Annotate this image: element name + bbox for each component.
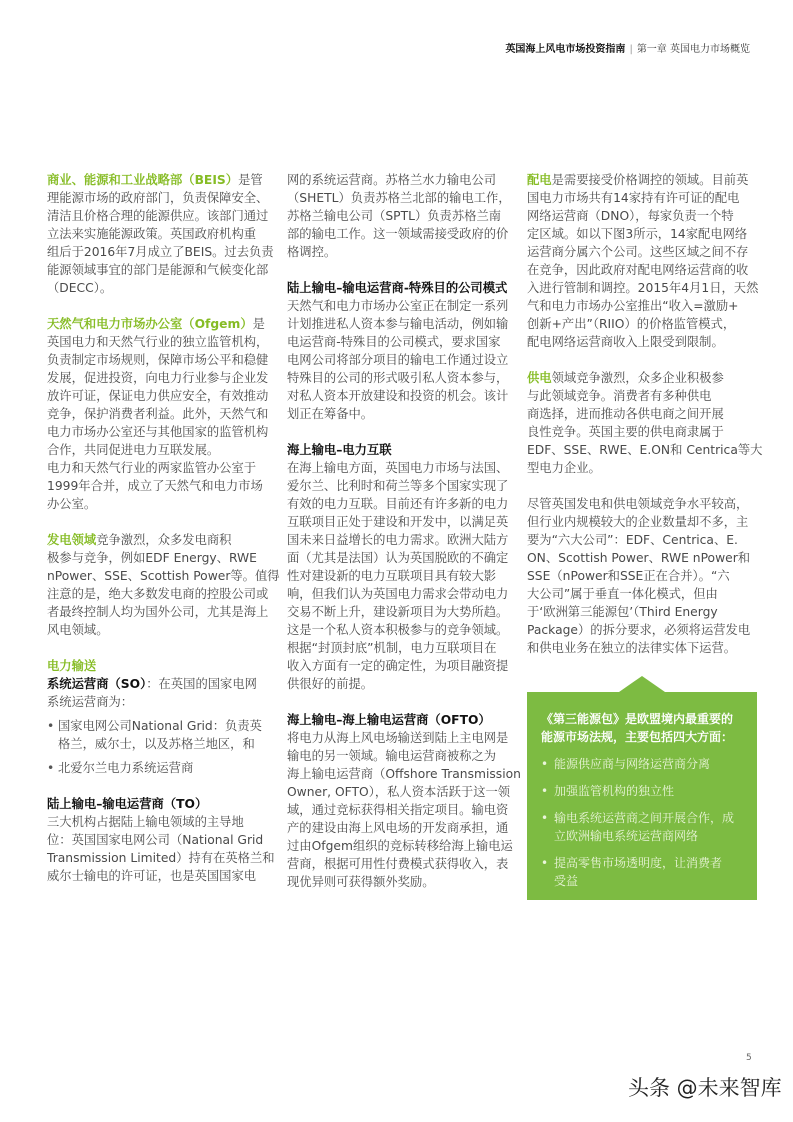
- callout-title: 《第三能源包》是欧盟境内最重要的 能源市场法规，主要包括四大方面：: [541, 712, 734, 744]
- text-line: [47, 867, 282, 885]
- line-text: 性对建设新的电力互联项目具有较大影: [287, 569, 497, 583]
- text-line: [527, 315, 762, 333]
- text-line: [527, 513, 762, 531]
- line-text: 三大机构占据陆上输电领域的主导地: [47, 815, 244, 829]
- text-line: [527, 405, 762, 423]
- line-text: 于‘欧洲第三能源包’（Third Energy: [527, 605, 718, 619]
- text-line: [47, 171, 282, 189]
- line-text: 爱尔兰、比利时和荷兰等多个国家实现了: [287, 479, 509, 493]
- line-text: 划正在筹备中。: [287, 407, 374, 421]
- text-line: [527, 495, 762, 513]
- line-text: 网的系统运营商。苏格兰水力输电公司: [287, 173, 497, 187]
- text-line: [287, 297, 522, 315]
- line-text: 国未来日益增长的电力需求。欧洲大陆方: [287, 533, 509, 547]
- page-number: 5: [746, 1053, 752, 1063]
- lead-term: 商业、能源和工业战略部（BEIS）: [47, 173, 239, 187]
- line-text: 办公室。: [47, 497, 97, 511]
- text-line: [47, 621, 282, 639]
- line-text: 格兰，威尔士，以及苏格兰地区，和: [58, 737, 255, 751]
- text-line: [287, 279, 522, 297]
- bullet-icon: •: [541, 811, 549, 825]
- line-text: 互联项目正处于建设和开发中，以满足英: [287, 515, 509, 529]
- line-text: 海上输电运营商（Offshore Transmission: [287, 767, 521, 781]
- watermark: 头条 @未来智库: [628, 1076, 782, 1100]
- line-text: EDF、SSE、RWE、E.ON和 Centrica等大: [527, 443, 763, 457]
- text-line: [287, 711, 522, 729]
- line-text: 者最终控制人均为国外公司，尤其是海上: [47, 605, 269, 619]
- text-line: [287, 567, 522, 585]
- text-line: [47, 315, 282, 333]
- line-text: 大公司”属于垂直一体化模式，但由: [527, 587, 718, 601]
- line-text: 要为“六大公司”：EDF、Centrica、E.: [527, 533, 738, 547]
- line-text: 这是一个私人资本积极参与的竞争领域。: [287, 623, 509, 637]
- text-line: [287, 603, 522, 621]
- text-line: [287, 819, 522, 837]
- line-text: 国电力市场共有14家持有许可证的配电: [527, 191, 740, 205]
- text-line: [527, 459, 762, 477]
- text-line: [527, 387, 762, 405]
- text-line: [527, 441, 762, 459]
- line-text: 运营商分属六个公司。这些区域之间不存: [527, 245, 749, 259]
- text-line: [287, 243, 522, 261]
- text-line: [47, 531, 282, 549]
- line-text: 注意的是，绝大多数发电商的控股公司或: [47, 587, 269, 601]
- line-text: 创新+产出”（RIIO）的价格监管模式，: [527, 317, 736, 331]
- line-text: ：在英国的国家电网: [146, 677, 257, 691]
- bullet-icon: •: [541, 757, 549, 771]
- text-line: [47, 279, 282, 297]
- line-text: 位：英国国家电网公司（National Grid: [47, 833, 264, 847]
- text-line: [527, 225, 762, 243]
- bullet-icon: •: [541, 856, 549, 870]
- text-line: [47, 477, 282, 495]
- section-heading: [47, 795, 282, 813]
- text-line: [287, 315, 522, 333]
- text-line: [287, 459, 522, 477]
- line-text: 商选择，进而推动各供电商之间开展: [527, 407, 724, 421]
- text-line: [287, 729, 522, 747]
- paragraph: [527, 171, 762, 351]
- line-text: 根据“封顶封底”机制，电力互联项目在: [287, 641, 497, 655]
- text-line: [47, 567, 282, 585]
- text-line: [47, 369, 282, 387]
- line-text: 放许可证，保证电力供应安全，有效推动: [47, 389, 269, 403]
- bullet-item: [47, 759, 282, 777]
- text-line: [287, 225, 522, 243]
- column-1: [47, 171, 282, 885]
- line-text: （SHETL）负责苏格兰北部的输电工作，: [287, 191, 511, 205]
- line-text: 过由Ofgem组织的竞标转移给海上输电运: [287, 839, 513, 853]
- line-text: 供很好的前提。: [287, 677, 374, 691]
- text-line: [287, 747, 522, 765]
- paragraph: [287, 459, 522, 693]
- callout-list-item: [541, 809, 751, 845]
- line-text: 输电系统运营商之间开展合作，成: [554, 811, 735, 825]
- text-line: [287, 495, 522, 513]
- line-text: 网络运营商（DNO），每家负责一个特: [527, 209, 734, 223]
- section-heading: [287, 279, 522, 297]
- line-text: 受益: [554, 874, 579, 888]
- text-line: [527, 603, 762, 621]
- line-text: 将电力从海上风电场输送到陆上主电网是: [287, 731, 509, 745]
- line-text: 与此领域竞争。消费者有多种供电: [527, 389, 712, 403]
- line-text: 入进行管制和调控。2015年4月1日，天然: [527, 281, 759, 295]
- bullet-item: [47, 717, 282, 753]
- line-text: 极参与竞争，例如EDF Energy、RWE: [47, 551, 257, 565]
- text-line: [47, 423, 282, 441]
- line-text: 海上输电–海上输电运营商（OFTO）: [287, 713, 491, 727]
- line-text: 定区域。如以下图3所示，14家配电网络: [527, 227, 748, 241]
- text-line: [58, 717, 282, 735]
- running-header: [505, 40, 750, 55]
- line-text: 在海上输电方面，英国电力市场与法国、: [287, 461, 509, 475]
- section-heading: [47, 657, 282, 675]
- text-line: [287, 621, 522, 639]
- text-line: [287, 405, 522, 423]
- paragraph: [287, 171, 522, 261]
- text-line: [287, 387, 522, 405]
- lead-term: 供电: [527, 371, 552, 385]
- line-text: 英国电力和天然气行业的独立监管机构，: [47, 335, 269, 349]
- third-energy-package-callout: [527, 672, 757, 900]
- line-text: 能源供应商与网络运营商分离: [554, 757, 711, 771]
- line-text: 是需要接受价格调控的领域。目前英: [551, 173, 749, 187]
- paragraph: [287, 297, 522, 423]
- line-text: 竞争激烈，众多发电商积: [96, 533, 232, 547]
- text-line: [527, 369, 762, 387]
- line-text: 良性竞争。英国主要的供电商隶属于: [527, 425, 724, 439]
- line-text: 产的建设由海上风电场的开发商承担，通: [287, 821, 509, 835]
- line-text: nPower、SSE、Scottish Power等。值得: [47, 569, 280, 583]
- text-line: [527, 243, 762, 261]
- line-text: Owner, OFTO），私人资本活跃于这一领: [287, 785, 511, 799]
- text-line: [287, 477, 522, 495]
- text-line: [527, 549, 762, 567]
- text-line: [47, 849, 282, 867]
- text-line: [527, 333, 762, 351]
- line-text: 合作，共同促进电力互联发展。: [47, 443, 220, 457]
- line-text: 竞争，保护消费者利益。此外，天然气和: [47, 407, 269, 421]
- text-line: [47, 795, 282, 813]
- line-text: 威尔士输电的许可证，也是英国国家电: [47, 869, 257, 883]
- line-text: 立法来实施能源政策。英国政府机构重: [47, 227, 257, 241]
- line-text: 电网公司将部分项目的输电工作通过设立: [287, 353, 509, 367]
- line-text: 计划推进私人资本参与输电活动，例如输: [287, 317, 509, 331]
- line-text: 格调控。: [287, 245, 337, 259]
- line-text: 系统运营商为：: [47, 695, 134, 709]
- lead-term: 天然气和电力市场办公室（Ofgem）: [47, 317, 253, 331]
- text-line: [287, 765, 522, 783]
- text-line: [527, 621, 762, 639]
- text-line: [287, 513, 522, 531]
- text-line: [47, 351, 282, 369]
- line-text: 交易不断上升，建设新项目为大势所趋。: [287, 605, 509, 619]
- paragraph: [47, 171, 282, 297]
- line-text: 发展，促进投资，向电力行业参与企业发: [47, 371, 269, 385]
- line-text: 理能源市场的政府部门，负责保障安全、: [47, 191, 269, 205]
- text-line: [58, 735, 282, 753]
- line-text: 苏格兰输电公司（SPTL）负责苏格兰南: [287, 209, 502, 223]
- text-line: [527, 171, 762, 189]
- bullet-icon: •: [47, 719, 55, 733]
- lead-term: 系统运营商（SO）: [47, 677, 147, 691]
- paragraph: [287, 729, 522, 891]
- line-text: 对私人资本开放建设和投资的机会。该计: [287, 389, 509, 403]
- text-line: [47, 207, 282, 225]
- chapter-title: 第一章 英国电力市场概览: [636, 44, 750, 55]
- line-text: 响，但我们认为英国电力需求会带动电力: [287, 587, 509, 601]
- line-text: 是管: [238, 173, 263, 187]
- line-text: 国家电网公司National Grid：负责英: [58, 719, 262, 733]
- text-line: [47, 657, 282, 675]
- line-text: 面（尤其是法国）认为英国脱欧的不确定: [287, 551, 509, 565]
- text-line: [47, 189, 282, 207]
- line-text: 风电领域。: [47, 623, 109, 637]
- text-line: [527, 207, 762, 225]
- paragraph: [47, 315, 282, 459]
- text-line: [47, 693, 282, 711]
- header-separator: |: [629, 44, 633, 55]
- line-text: 配电网络运营商收入上限受到限制。: [527, 335, 724, 349]
- bullet-icon: •: [541, 784, 549, 798]
- text-line: [287, 171, 522, 189]
- line-text: 负责制定市场规则，保障市场公平和稳健: [47, 353, 269, 367]
- text-line: [47, 813, 282, 831]
- text-line: [287, 189, 522, 207]
- text-line: [527, 531, 762, 549]
- text-line: [58, 759, 282, 777]
- text-line: [287, 657, 522, 675]
- line-text: 立欧洲输电系统运营商网络: [554, 829, 699, 843]
- line-text: 北爱尔兰电力系统运营商: [58, 761, 194, 775]
- text-line: [287, 333, 522, 351]
- line-text: 1999年合并，成立了天然气和电力市场: [47, 479, 263, 493]
- text-line: [47, 495, 282, 513]
- text-line: [527, 297, 762, 315]
- paragraph: [527, 369, 762, 477]
- callout-list-item: [541, 854, 751, 890]
- bullet-icon: •: [47, 761, 55, 775]
- line-text: 在竞争，因此政府对配电网络运营商的收: [527, 263, 749, 277]
- line-text: 部的输电工作。这一领域需接受政府的价: [287, 227, 509, 241]
- line-text: 和供电业务在独立的法律实体下运营。: [527, 641, 737, 655]
- line-text: 电力市场办公室还与其他国家的监管机构: [47, 425, 269, 439]
- text-line: [287, 531, 522, 549]
- text-line: [527, 423, 762, 441]
- line-text: 域，通过竞标获得相关指定项目。输电资: [287, 803, 509, 817]
- text-line: [47, 549, 282, 567]
- line-text: （DECC）。: [47, 281, 113, 295]
- text-line: [47, 225, 282, 243]
- text-line: [47, 405, 282, 423]
- text-line: [47, 585, 282, 603]
- text-line: [47, 675, 282, 693]
- column-3: [527, 171, 762, 657]
- line-text: ON、Scottish Power、RWE nPower和: [527, 551, 751, 565]
- text-line: [47, 261, 282, 279]
- callout-list-item: [541, 782, 751, 800]
- line-text: Package）的拆分要求，必须将运营发电: [527, 623, 751, 637]
- line-text: 现优异则可获得额外奖励。: [287, 875, 435, 889]
- text-line: [287, 585, 522, 603]
- text-line: [527, 585, 762, 603]
- text-line: [287, 369, 522, 387]
- text-line: [527, 261, 762, 279]
- line-text: 清洁且价格合理的能源供应。该部门通过: [47, 209, 269, 223]
- line-text: 是: [252, 317, 265, 331]
- line-text: 天然气和电力市场办公室正在制定一系列: [287, 299, 509, 313]
- line-text: 陆上输电–输电运营商（TO）: [47, 797, 208, 811]
- callout-list-item: [541, 755, 751, 773]
- text-line: [287, 351, 522, 369]
- book-title: 英国海上风电市场投资指南: [505, 44, 626, 55]
- line-text: 电力和天然气行业的两家监管办公室于: [47, 461, 257, 475]
- paragraph: [47, 675, 282, 711]
- line-text: 但行业内规模较大的企业数量却不多，主: [527, 515, 749, 529]
- line-text: 营商，根据可用性付费模式获得收入，表: [287, 857, 509, 871]
- line-text: 尽管英国发电和供电领域竞争水平较高，: [527, 497, 749, 511]
- text-line: [47, 459, 282, 477]
- text-line: [47, 387, 282, 405]
- line-text: 提高零售市场透明度，让消费者: [554, 856, 723, 870]
- text-line: [527, 279, 762, 297]
- text-line: [47, 603, 282, 621]
- line-text: 组后于2016年7月成立了BEIS。过去负责: [47, 245, 274, 259]
- line-text: 领域竞争激烈，众多企业积极参: [551, 371, 724, 385]
- text-line: [287, 801, 522, 819]
- line-text: 海上输电–电力互联: [287, 443, 392, 457]
- text-line: [47, 441, 282, 459]
- paragraph: [47, 459, 282, 513]
- text-line: [527, 567, 762, 585]
- text-line: [287, 549, 522, 567]
- line-text: 电运营商-特殊目的公司模式，要求国家: [287, 335, 501, 349]
- line-text: 有效的电力互联。目前还有许多新的电力: [287, 497, 509, 511]
- text-line: [287, 441, 522, 459]
- line-text: 输电的另一领域。输电运营商被称之为: [287, 749, 497, 763]
- section-heading: [287, 441, 522, 459]
- lead-term: 发电领域: [47, 533, 97, 547]
- text-line: [287, 675, 522, 693]
- line-text: 收入方面有一定的确定性，为项目融资提: [287, 659, 509, 673]
- column-2: [287, 171, 522, 891]
- text-line: [47, 831, 282, 849]
- text-line: [287, 873, 522, 891]
- paragraph: [527, 495, 762, 657]
- line-text: 能源领域事宜的部门是能源和气候变化部: [47, 263, 269, 277]
- line-text: 电力输送: [47, 659, 97, 673]
- text-line: [287, 639, 522, 657]
- text-line: [287, 855, 522, 873]
- text-line: [47, 333, 282, 351]
- line-text: 特殊目的公司的形式吸引私人资本参与，: [287, 371, 509, 385]
- text-line: [287, 837, 522, 855]
- line-text: 型电力企业。: [527, 461, 601, 475]
- line-text: 加强监管机构的独立性: [554, 784, 675, 798]
- text-line: [287, 783, 522, 801]
- line-text: Transmission Limited）持有在英格兰和: [47, 851, 275, 865]
- paragraph: [47, 531, 282, 639]
- text-line: [47, 243, 282, 261]
- line-text: 陆上输电–输电运营商-特殊目的公司模式: [287, 281, 508, 295]
- section-heading: [287, 711, 522, 729]
- line-text: 气和电力市场办公室推出“收入=激励+: [527, 299, 739, 313]
- text-line: [527, 639, 762, 657]
- line-text: SSE（nPower和SSE正在合并）。“六: [527, 569, 730, 583]
- paragraph: [47, 813, 282, 885]
- text-line: [527, 189, 762, 207]
- text-line: [287, 207, 522, 225]
- lead-term: 配电: [527, 173, 552, 187]
